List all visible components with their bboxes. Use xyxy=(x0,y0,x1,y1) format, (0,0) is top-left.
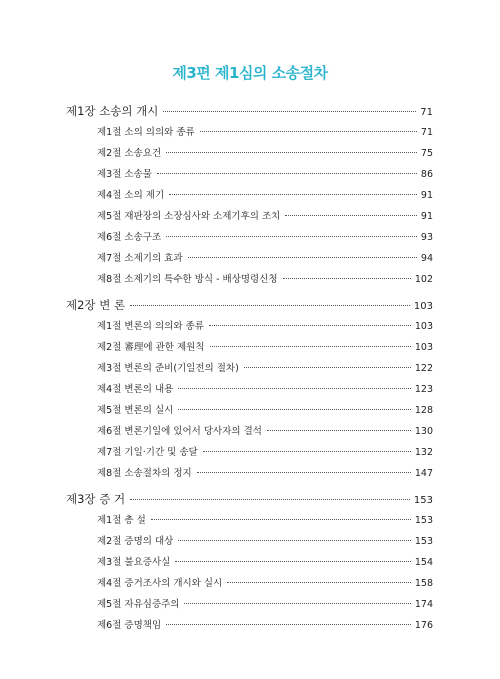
table-of-contents xyxy=(66,100,433,636)
toc-section[interactable] xyxy=(66,552,433,573)
toc-chapter[interactable] xyxy=(66,100,433,122)
toc-chapter[interactable] xyxy=(66,488,433,510)
page-number: 153 xyxy=(414,536,433,547)
toc-section[interactable] xyxy=(66,358,433,379)
toc-section[interactable] xyxy=(66,400,433,421)
toc-section[interactable] xyxy=(66,594,433,615)
dot-leader xyxy=(178,388,411,389)
page-number: 93 xyxy=(420,232,433,243)
page-number: 128 xyxy=(414,405,433,416)
page-number: 153 xyxy=(414,515,433,526)
page-number: 103 xyxy=(413,301,433,312)
section-title: 제8절 소송절차의 정지 xyxy=(97,468,192,479)
page-number: 71 xyxy=(420,127,433,138)
toc-section[interactable] xyxy=(66,227,433,248)
page-number: 132 xyxy=(414,447,433,458)
toc-section[interactable] xyxy=(66,269,433,290)
part-title: 제3편 제1심의 소송절차 xyxy=(172,64,328,82)
page-number: 75 xyxy=(420,148,433,159)
dot-leader xyxy=(157,173,417,174)
chapter-title: 제1장 소송의 개시 xyxy=(66,104,159,118)
dot-leader xyxy=(285,215,417,216)
section-title: 제1절 변론의 의의와 종류 xyxy=(97,321,204,332)
dot-leader xyxy=(244,367,411,368)
section-title: 제1절 총 설 xyxy=(97,515,146,526)
page-number: 123 xyxy=(414,384,433,395)
dot-leader xyxy=(188,257,417,258)
toc-section[interactable] xyxy=(66,316,433,337)
section-title: 제6절 소송구조 xyxy=(97,232,162,243)
section-title: 제8절 소제기의 특수한 방식 - 배상명령신청 xyxy=(97,274,278,285)
section-title: 제3절 소송물 xyxy=(97,169,152,180)
page-number: 153 xyxy=(413,495,433,506)
section-title: 제6절 변론기일에 있어서 당사자의 결석 xyxy=(97,426,262,437)
section-title: 제2절 審理에 관한 제원칙 xyxy=(97,342,205,353)
dot-leader xyxy=(209,325,411,326)
section-title: 제6절 증명책임 xyxy=(97,620,162,631)
page-number: 103 xyxy=(414,321,433,332)
section-title: 제5절 재판장의 소장심사와 소제기후의 조치 xyxy=(97,211,281,222)
page-number: 130 xyxy=(414,426,433,437)
dot-leader xyxy=(130,499,410,500)
page-number: 122 xyxy=(414,363,433,374)
page-number: 174 xyxy=(414,599,433,610)
page-number: 103 xyxy=(414,342,433,353)
dot-leader xyxy=(267,430,411,431)
section-title: 제7절 소제기의 효과 xyxy=(97,253,183,264)
page-number: 147 xyxy=(414,468,433,479)
dot-leader xyxy=(227,582,411,583)
page-number: 71 xyxy=(420,107,433,118)
page-number: 94 xyxy=(420,253,433,264)
toc-section[interactable] xyxy=(66,379,433,400)
toc-section[interactable] xyxy=(66,248,433,269)
dot-leader xyxy=(178,540,411,541)
page-number: 154 xyxy=(414,557,433,568)
dot-leader xyxy=(197,472,411,473)
section-title: 제1절 소의 의의와 종류 xyxy=(97,127,195,138)
dot-leader xyxy=(184,603,410,604)
page-number: 91 xyxy=(420,211,433,222)
section-title: 제2절 증명의 대상 xyxy=(97,536,174,547)
toc-section[interactable] xyxy=(66,531,433,552)
chapter-title: 제2장 변 론 xyxy=(66,298,126,312)
toc-section[interactable] xyxy=(66,463,433,484)
toc-section[interactable] xyxy=(66,421,433,442)
page-number: 86 xyxy=(420,169,433,180)
toc-section[interactable] xyxy=(66,206,433,227)
dot-leader xyxy=(175,561,411,562)
section-title: 제2절 소송요건 xyxy=(97,148,162,159)
section-title: 제4절 변론의 내용 xyxy=(97,384,174,395)
page-number: 91 xyxy=(420,190,433,201)
section-title: 제3절 불요증사실 xyxy=(97,557,171,568)
chapter-title: 제3장 증 거 xyxy=(66,492,126,506)
section-title: 제4절 소의 제기 xyxy=(97,190,165,201)
dot-leader xyxy=(166,152,417,153)
toc-section[interactable] xyxy=(66,615,433,636)
section-title: 제5절 자유심증주의 xyxy=(97,599,180,610)
dot-leader xyxy=(283,278,411,279)
toc-section[interactable] xyxy=(66,122,433,143)
dot-leader xyxy=(166,236,417,237)
toc-section[interactable] xyxy=(66,510,433,531)
toc-section[interactable] xyxy=(66,337,433,358)
page-number: 102 xyxy=(414,274,433,285)
page-number: 158 xyxy=(414,578,433,589)
toc-section[interactable] xyxy=(66,573,433,594)
toc-section[interactable] xyxy=(66,143,433,164)
section-title: 제3절 변론의 준비(기일전의 절차) xyxy=(97,363,239,374)
dot-leader xyxy=(200,131,417,132)
section-title: 제5절 변론의 실시 xyxy=(97,405,174,416)
dot-leader xyxy=(166,624,411,625)
dot-leader xyxy=(163,111,416,112)
toc-chapter[interactable] xyxy=(66,294,433,316)
dot-leader xyxy=(151,519,411,520)
toc-section[interactable] xyxy=(66,185,433,206)
dot-leader xyxy=(178,409,411,410)
toc-section[interactable] xyxy=(66,442,433,463)
toc-section[interactable] xyxy=(66,164,433,185)
dot-leader xyxy=(130,305,410,306)
dot-leader xyxy=(210,346,411,347)
dot-leader xyxy=(203,451,411,452)
section-title: 제4절 증거조사의 개시와 실시 xyxy=(97,578,223,589)
dot-leader xyxy=(169,194,417,195)
page-number: 176 xyxy=(414,620,433,631)
section-title: 제7절 기일·기간 및 송달 xyxy=(97,447,198,458)
